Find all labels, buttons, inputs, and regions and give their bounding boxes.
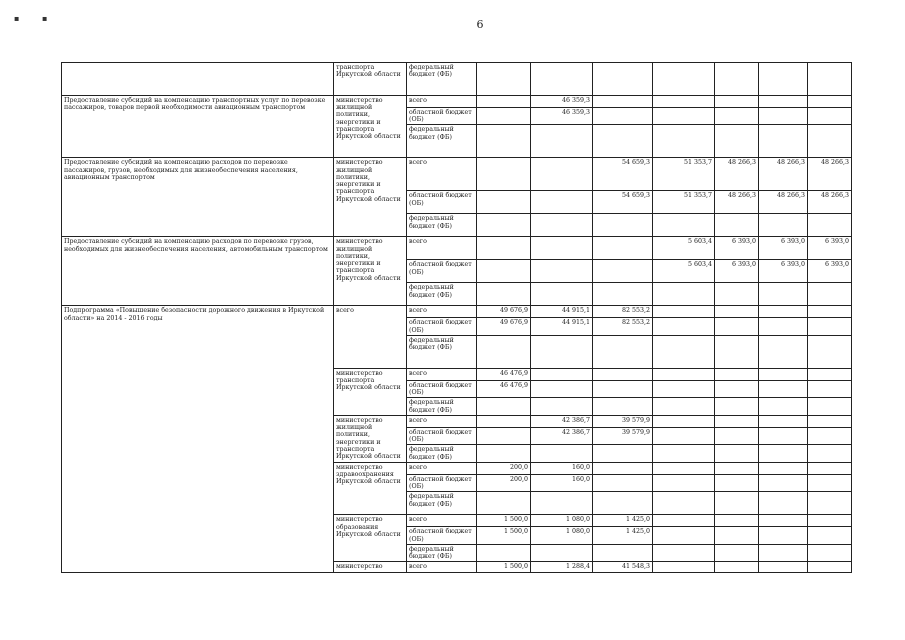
amount-cell: 200,0 (477, 462, 531, 474)
amount-cell: 46 359,3 (531, 108, 593, 125)
amount-cell (808, 96, 852, 108)
amount-cell (653, 462, 715, 474)
table-row (62, 158, 852, 191)
amount-cell (759, 125, 808, 158)
amount-cell (593, 125, 653, 158)
program-title-cell (62, 63, 334, 96)
amount-cell (593, 398, 653, 415)
amount-cell (715, 380, 759, 397)
funding-source-cell: всего (407, 158, 477, 191)
amount-cell (759, 108, 808, 125)
amount-cell (808, 515, 852, 527)
amount-cell: 51 353,7 (653, 191, 715, 214)
amount-cell: 48 266,3 (759, 158, 808, 191)
table-row (62, 306, 852, 318)
amount-cell: 39 579,9 (593, 427, 653, 444)
funding-source-cell: всего (407, 368, 477, 380)
amount-cell (808, 492, 852, 515)
amount-cell (477, 544, 531, 561)
amount-cell (808, 474, 852, 491)
amount-cell (593, 237, 653, 260)
amount-cell (808, 318, 852, 335)
amount-cell (808, 306, 852, 318)
amount-cell (593, 462, 653, 474)
table-row (62, 237, 852, 260)
amount-cell (715, 318, 759, 335)
amount-cell (715, 562, 759, 573)
amount-cell: 82 553,2 (593, 306, 653, 318)
amount-cell: 1 425,0 (593, 527, 653, 544)
executor-cell: министерство жилищной политики, энергетики и транспорта Иркутской области (334, 237, 407, 306)
funding-source-cell: областной бюджет (ОБ) (407, 427, 477, 444)
amount-cell (715, 96, 759, 108)
amount-cell (653, 318, 715, 335)
funding-source-cell: федеральный бюджет (ФБ) (407, 492, 477, 515)
funding-source-cell: областной бюджет (ОБ) (407, 191, 477, 214)
amount-cell (808, 335, 852, 368)
program-title-cell: Предоставление субсидий на компенсацию расходов по перевозке пассажиров, грузов, необходимых для жизнеобеспечения населения, авиационным транспортом (62, 158, 334, 237)
amount-cell (531, 380, 593, 397)
funding-source-cell: всего (407, 515, 477, 527)
amount-cell (759, 445, 808, 462)
amount-cell (759, 96, 808, 108)
amount-cell (593, 96, 653, 108)
amount-cell (653, 474, 715, 491)
amount-cell: 200,0 (477, 474, 531, 491)
amount-cell (808, 544, 852, 561)
funding-source-cell: областной бюджет (ОБ) (407, 527, 477, 544)
amount-cell (653, 368, 715, 380)
amount-cell: 160,0 (531, 474, 593, 491)
amount-cell (477, 492, 531, 515)
amount-cell (531, 283, 593, 306)
executor-cell: министерство транспорта Иркутской области (334, 368, 407, 415)
amount-cell: 54 659,3 (593, 158, 653, 191)
amount-cell (593, 335, 653, 368)
amount-cell (715, 283, 759, 306)
executor-cell: транспорта Иркутской области (334, 63, 407, 96)
table-row (62, 63, 852, 96)
amount-cell (759, 398, 808, 415)
amount-cell (715, 63, 759, 96)
funding-source-cell: всего (407, 306, 477, 318)
amount-cell: 1 080,0 (531, 515, 593, 527)
amount-cell (715, 398, 759, 415)
funding-source-cell: федеральный бюджет (ФБ) (407, 125, 477, 158)
amount-cell (759, 380, 808, 397)
funding-source-cell: областной бюджет (ОБ) (407, 260, 477, 283)
executor-cell: министерство здравоохранения Иркутской области (334, 462, 407, 514)
amount-cell (808, 368, 852, 380)
amount-cell (593, 283, 653, 306)
amount-cell (715, 125, 759, 158)
amount-cell: 1 500,0 (477, 527, 531, 544)
amount-cell (531, 492, 593, 515)
amount-cell: 6 393,0 (759, 260, 808, 283)
amount-cell (653, 380, 715, 397)
amount-cell (477, 108, 531, 125)
amount-cell (593, 492, 653, 515)
amount-cell: 39 579,9 (593, 415, 653, 427)
amount-cell (808, 63, 852, 96)
funding-source-cell: федеральный бюджет (ФБ) (407, 63, 477, 96)
amount-cell (759, 306, 808, 318)
amount-cell: 6 393,0 (715, 260, 759, 283)
funding-source-cell: федеральный бюджет (ФБ) (407, 283, 477, 306)
amount-cell (759, 474, 808, 491)
amount-cell (715, 445, 759, 462)
amount-cell (808, 125, 852, 158)
amount-cell (653, 427, 715, 444)
amount-cell (593, 63, 653, 96)
amount-cell: 1 500,0 (477, 515, 531, 527)
funding-source-cell: всего (407, 462, 477, 474)
amount-cell (653, 306, 715, 318)
amount-cell: 41 548,3 (593, 562, 653, 573)
funding-source-cell: федеральный бюджет (ФБ) (407, 335, 477, 368)
amount-cell (653, 108, 715, 125)
amount-cell (653, 214, 715, 237)
amount-cell (531, 125, 593, 158)
funding-source-cell: областной бюджет (ОБ) (407, 380, 477, 397)
amount-cell (715, 427, 759, 444)
amount-cell (715, 515, 759, 527)
amount-cell (531, 335, 593, 368)
amount-cell: 49 676,9 (477, 318, 531, 335)
amount-cell (759, 492, 808, 515)
amount-cell: 48 266,3 (808, 158, 852, 191)
amount-cell (531, 158, 593, 191)
amount-cell: 5 603,4 (653, 237, 715, 260)
amount-cell (593, 544, 653, 561)
executor-cell: министерство жилищной политики, энергетики и транспорта Иркутской области (334, 415, 407, 462)
amount-cell: 1 080,0 (531, 527, 593, 544)
amount-cell (593, 214, 653, 237)
amount-cell (759, 544, 808, 561)
amount-cell (653, 125, 715, 158)
amount-cell: 42 386,7 (531, 415, 593, 427)
amount-cell (808, 398, 852, 415)
amount-cell (653, 445, 715, 462)
amount-cell (808, 108, 852, 125)
amount-cell (759, 335, 808, 368)
amount-cell: 6 393,0 (808, 260, 852, 283)
amount-cell (477, 96, 531, 108)
corner-mark: ▪ ▪ (14, 14, 58, 23)
amount-cell (808, 445, 852, 462)
amount-cell (759, 427, 808, 444)
funding-source-cell: всего (407, 237, 477, 260)
amount-cell (808, 427, 852, 444)
amount-cell (808, 562, 852, 573)
amount-cell: 160,0 (531, 462, 593, 474)
funding-source-cell: федеральный бюджет (ФБ) (407, 214, 477, 237)
funding-source-cell: федеральный бюджет (ФБ) (407, 445, 477, 462)
amount-cell (759, 415, 808, 427)
executor-cell: министерство (334, 562, 407, 573)
amount-cell (477, 191, 531, 214)
funding-source-cell: областной бюджет (ОБ) (407, 318, 477, 335)
amount-cell (477, 283, 531, 306)
amount-cell (593, 260, 653, 283)
executor-cell: всего (334, 306, 407, 368)
amount-cell: 49 676,9 (477, 306, 531, 318)
amount-cell (477, 237, 531, 260)
amount-cell (808, 415, 852, 427)
amount-cell (531, 260, 593, 283)
amount-cell (715, 492, 759, 515)
amount-cell (715, 462, 759, 474)
amount-cell (593, 445, 653, 462)
amount-cell (593, 474, 653, 491)
funding-source-cell: областной бюджет (ОБ) (407, 108, 477, 125)
amount-cell (808, 462, 852, 474)
amount-cell (593, 368, 653, 380)
amount-cell (531, 368, 593, 380)
amount-cell: 44 915,1 (531, 306, 593, 318)
budget-table (61, 62, 852, 573)
program-title-cell: Предоставление субсидий на компенсацию расходов по перевозке грузов, необходимых для жизнеобеспечения населения, автомобильным транспортом (62, 237, 334, 306)
amount-cell (808, 283, 852, 306)
amount-cell: 1 288,4 (531, 562, 593, 573)
amount-cell (477, 415, 531, 427)
amount-cell: 6 393,0 (759, 237, 808, 260)
amount-cell (759, 368, 808, 380)
funding-source-cell: федеральный бюджет (ФБ) (407, 544, 477, 561)
amount-cell: 46 476,9 (477, 380, 531, 397)
amount-cell (808, 380, 852, 397)
amount-cell (715, 415, 759, 427)
amount-cell (759, 515, 808, 527)
amount-cell: 46 359,3 (531, 96, 593, 108)
amount-cell (531, 191, 593, 214)
amount-cell: 51 353,7 (653, 158, 715, 191)
amount-cell: 48 266,3 (715, 158, 759, 191)
program-title-cell: Подпрограмма «Повышение безопасности дорожного движения в Иркутской области» на 2014 - 2016 годы (62, 306, 334, 573)
amount-cell: 5 603,4 (653, 260, 715, 283)
amount-cell (759, 562, 808, 573)
table-body (62, 63, 852, 573)
amount-cell (759, 527, 808, 544)
amount-cell (531, 214, 593, 237)
amount-cell (477, 158, 531, 191)
amount-cell (715, 474, 759, 491)
executor-cell: министерство жилищной политики, энергетики и транспорта Иркутской области (334, 158, 407, 237)
executor-cell: министерство жилищной политики, энергетики и транспорта Иркутской области (334, 96, 407, 158)
amount-cell (477, 335, 531, 368)
amount-cell (808, 214, 852, 237)
amount-cell (653, 96, 715, 108)
amount-cell: 46 476,9 (477, 368, 531, 380)
amount-cell (653, 335, 715, 368)
amount-cell (531, 237, 593, 260)
amount-cell (653, 415, 715, 427)
amount-cell (653, 63, 715, 96)
amount-cell (477, 214, 531, 237)
amount-cell (477, 125, 531, 158)
amount-cell (759, 318, 808, 335)
amount-cell (477, 445, 531, 462)
amount-cell (653, 515, 715, 527)
amount-cell (653, 492, 715, 515)
amount-cell (715, 544, 759, 561)
amount-cell (715, 214, 759, 237)
amount-cell (477, 63, 531, 96)
amount-cell (531, 544, 593, 561)
amount-cell (653, 544, 715, 561)
table-row (62, 96, 852, 108)
amount-cell: 6 393,0 (808, 237, 852, 260)
amount-cell (715, 368, 759, 380)
amount-cell (759, 63, 808, 96)
amount-cell: 48 266,3 (715, 191, 759, 214)
amount-cell: 48 266,3 (759, 191, 808, 214)
amount-cell (808, 527, 852, 544)
amount-cell (653, 398, 715, 415)
amount-cell (715, 108, 759, 125)
amount-cell: 42 386,7 (531, 427, 593, 444)
amount-cell (531, 445, 593, 462)
amount-cell (593, 380, 653, 397)
amount-cell: 82 553,2 (593, 318, 653, 335)
funding-source-cell: всего (407, 96, 477, 108)
amount-cell: 54 659,3 (593, 191, 653, 214)
amount-cell: 48 266,3 (808, 191, 852, 214)
amount-cell (477, 427, 531, 444)
amount-cell (477, 260, 531, 283)
amount-cell (759, 462, 808, 474)
funding-source-cell: всего (407, 562, 477, 573)
amount-cell (759, 214, 808, 237)
amount-cell (715, 306, 759, 318)
amount-cell: 6 393,0 (715, 237, 759, 260)
amount-cell: 1 425,0 (593, 515, 653, 527)
amount-cell (531, 398, 593, 415)
amount-cell (759, 283, 808, 306)
program-title-cell: Предоставление субсидий на компенсацию транспортных услуг по перевозке пассажиров, товаров первой необходимости авиационным транспортом (62, 96, 334, 158)
funding-source-cell: областной бюджет (ОБ) (407, 474, 477, 491)
amount-cell (653, 562, 715, 573)
amount-cell (531, 63, 593, 96)
page-number: 6 (476, 18, 484, 31)
amount-cell (715, 527, 759, 544)
funding-source-cell: федеральный бюджет (ФБ) (407, 398, 477, 415)
amount-cell (653, 283, 715, 306)
executor-cell: министерство образования Иркутской области (334, 515, 407, 562)
funding-source-cell: всего (407, 415, 477, 427)
amount-cell (715, 335, 759, 368)
amount-cell: 1 500,0 (477, 562, 531, 573)
amount-cell (593, 108, 653, 125)
amount-cell: 44 915,1 (531, 318, 593, 335)
amount-cell (653, 527, 715, 544)
amount-cell (477, 398, 531, 415)
